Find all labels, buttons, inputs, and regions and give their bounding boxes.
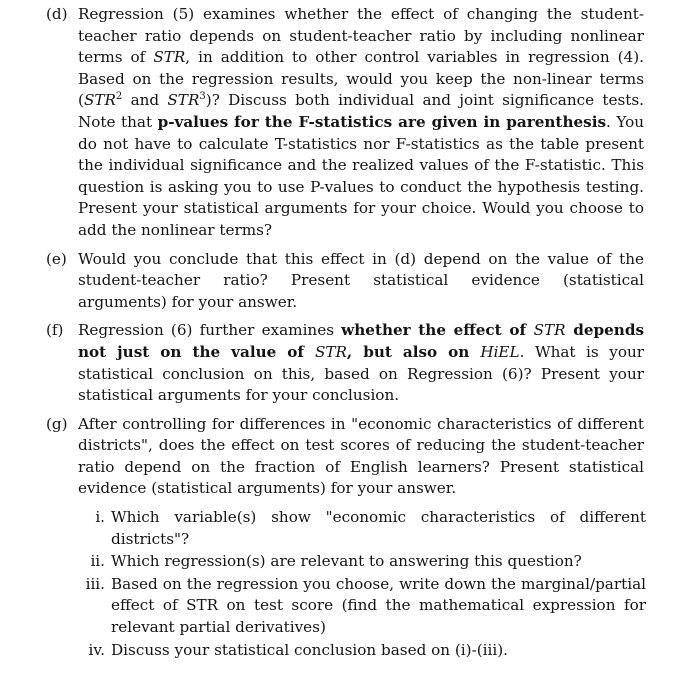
subquestion-i — [95, 507, 646, 550]
subquestion-marker: iv. — [88, 640, 105, 659]
question-marker: (g) — [46, 414, 68, 433]
subquestion-marker: iii. — [85, 574, 105, 593]
subquestion-ii — [90, 551, 646, 573]
question-e — [46, 249, 644, 314]
subquestion-text: Based on the regression you choose, write down the marginal/partial effect of STR on test score (find the mathematical expression for relevant partial derivatives) — [111, 574, 646, 637]
question-text: Would you conclude that this effect in (d) depend on the value of the student-teacher ratio? Present statistical evidence (statistical arguments) for your answer. — [78, 249, 644, 311]
question-marker: (f) — [46, 321, 64, 340]
subquestion-marker: i. — [95, 508, 105, 527]
question-g — [46, 414, 644, 500]
question-marker: (d) — [46, 5, 68, 23]
subquestion-text: Discuss your statistical conclusion based on (i)-(iii). — [111, 640, 508, 659]
subquestion-marker: ii. — [90, 552, 105, 571]
subquestion-iii — [85, 574, 646, 639]
question-marker: (e) — [46, 249, 67, 268]
bold-note: p-values for the F-statistics are given in parenthesis — [157, 112, 607, 131]
question-text: Regression (5) examines whether the effect of changing the student-teacher ratio depends on student-teacher ratio by including nonlinear terms of STR, in addition to other control variables in regression (4). Based on the regression results, would you keep the non-linear terms (STR$^2$ and STR$^3$)? Discuss both individual and joint significance tests. Note that p-values for the F-statistics are given in parenthesis. You do not have to calculate T-statistics nor F-statistics as the table present the individual significance and the realized values of the F-statistic. This question is asking you to use P-values to conduct the hypothesis testing. Present your statistical arguments for your choice. Would you choose to add the nonlinear terms? — [78, 5, 645, 239]
question-text: Regression (6) further examines whether the effect of STR depends not just on the value of STR, but also on HiEL. What is your statistical conclusion on this, based on Regression (6)? Present your statistical arguments for your conclusion. — [78, 321, 644, 405]
question-text: After controlling for differences in "economic characteristics of different districts", does the effect on test scores of reducing the student-teacher ratio depend on the fraction of English learners? Present statistical evidence (statistical arguments) for your answer. — [78, 414, 644, 498]
subquestion-list — [0, 507, 674, 661]
subquestion-text: Which regression(s) are relevant to answering this question? — [111, 552, 582, 571]
question-d — [46, 4, 645, 242]
subquestion-iv — [88, 640, 646, 662]
subquestion-text: Which variable(s) show "economic characteristics of different districts"? — [111, 508, 646, 548]
question-f — [46, 320, 644, 406]
